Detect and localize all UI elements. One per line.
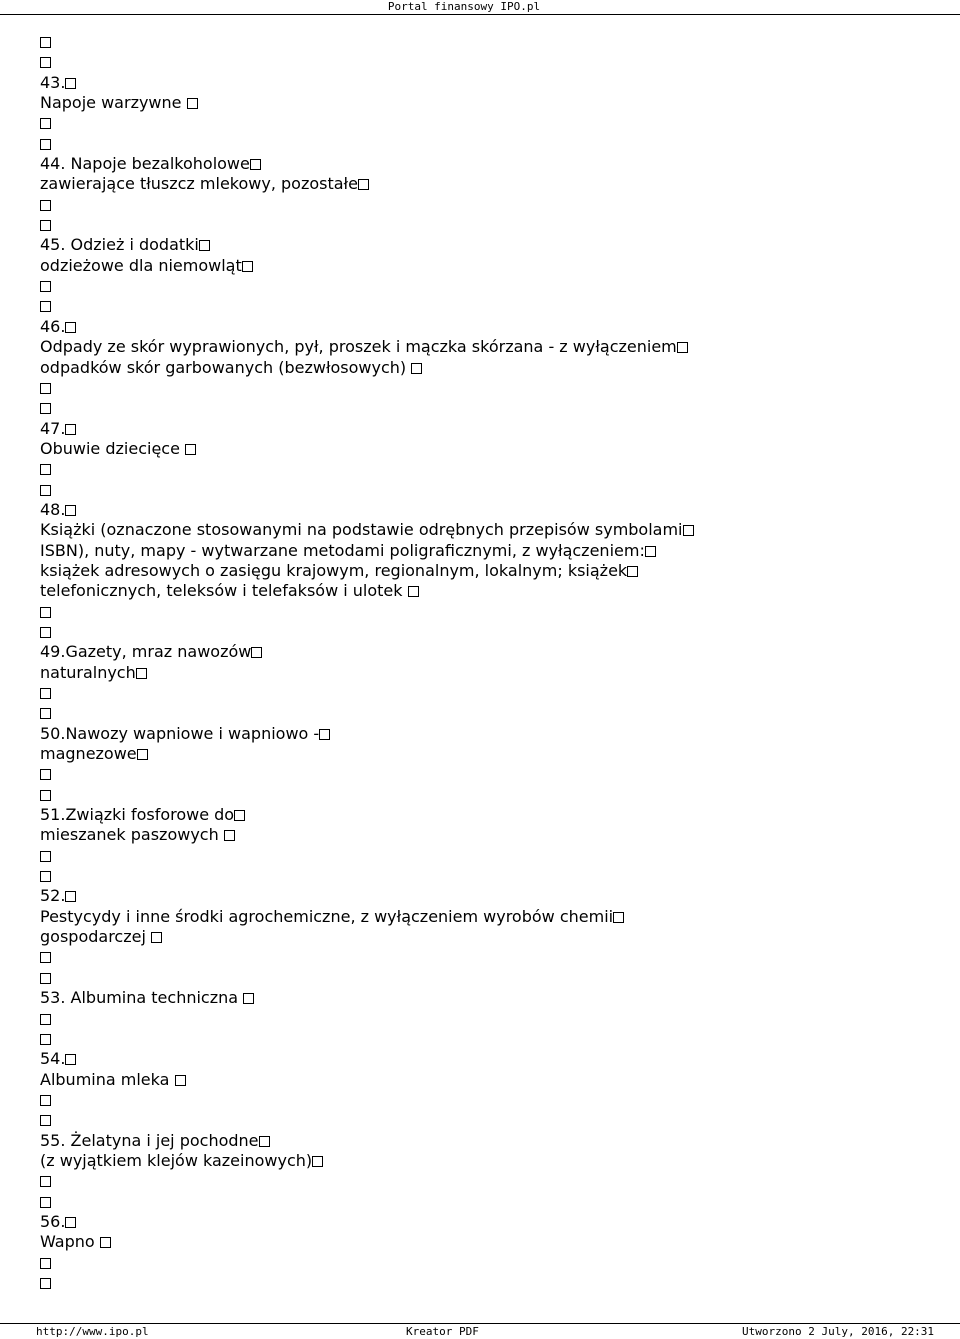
placeholder-box-icon <box>259 1136 270 1147</box>
document-line <box>40 541 940 561</box>
placeholder-box-icon <box>175 1075 186 1086</box>
placeholder-box-icon <box>40 627 51 638</box>
line-text: Napoje warzywne <box>40 93 187 113</box>
document-line <box>40 113 940 133</box>
line-text: książek adresowych o zasięgu krajowym, regionalnym, lokalnym; książek <box>40 560 628 580</box>
document-line <box>40 1009 940 1029</box>
line-text: 43. <box>40 72 66 92</box>
placeholder-box-icon <box>40 464 51 475</box>
header-title: Portal finansowy IPO.pl <box>387 0 541 13</box>
document-line <box>40 1029 940 1049</box>
document-line <box>40 73 940 93</box>
line-text: 52. <box>40 886 66 906</box>
document-line <box>40 622 940 642</box>
placeholder-box-icon <box>40 790 51 801</box>
document-line <box>40 927 940 947</box>
placeholder-box-icon <box>65 1217 76 1228</box>
document-line <box>40 480 940 500</box>
document-line <box>40 968 940 988</box>
footer-creator: Kreator PDF <box>406 1325 479 1338</box>
line-text: mieszanek paszowych <box>40 825 224 845</box>
document-line <box>40 1253 940 1273</box>
placeholder-box-icon <box>40 403 51 414</box>
placeholder-box-icon <box>40 118 51 129</box>
document-line <box>40 174 940 194</box>
footer-created: Utworzono 2 July, 2016, 22:31 <box>742 1325 935 1338</box>
line-text: gospodarczej <box>40 927 151 947</box>
document-line <box>40 1049 940 1069</box>
document-line <box>40 459 940 479</box>
placeholder-box-icon <box>40 1278 51 1289</box>
document-line <box>40 52 940 72</box>
placeholder-box-icon <box>243 993 254 1004</box>
placeholder-box-icon <box>250 159 261 170</box>
line-text: 45. Odzież i dodatki <box>40 235 199 255</box>
line-text: Obuwie dziecięce <box>40 438 186 458</box>
document-line <box>40 235 940 255</box>
document-line <box>40 907 940 927</box>
line-text: 48. <box>40 499 66 519</box>
line-text: odpadków skór garbowanych (bezwłosowych) <box>40 357 412 377</box>
placeholder-box-icon <box>185 444 196 455</box>
placeholder-box-icon <box>65 424 76 435</box>
placeholder-box-icon <box>137 749 148 760</box>
document-line <box>40 256 940 276</box>
placeholder-box-icon <box>40 485 51 496</box>
line-text: Albumina mleka <box>40 1069 175 1089</box>
document-line <box>40 988 940 1008</box>
document-line <box>40 744 940 764</box>
placeholder-box-icon <box>187 98 198 109</box>
placeholder-box-icon <box>40 952 51 963</box>
line-text: 54. <box>40 1049 66 1069</box>
line-text: 44. Napoje bezalkoholowe <box>40 154 250 174</box>
document-line <box>40 1070 940 1090</box>
placeholder-box-icon <box>151 932 162 943</box>
placeholder-box-icon <box>65 891 76 902</box>
line-text: 49.Gazety, mraz nawozów <box>40 642 252 662</box>
document-line <box>40 825 940 845</box>
placeholder-box-icon <box>40 281 51 292</box>
placeholder-box-icon <box>234 810 245 821</box>
placeholder-box-icon <box>683 525 694 536</box>
document-line <box>40 358 940 378</box>
document-line <box>40 337 940 357</box>
document-line <box>40 886 940 906</box>
placeholder-box-icon <box>199 240 210 251</box>
document-body <box>40 32 940 1293</box>
line-text: 50.Nawozy wapniowe i wapniowo - <box>40 723 320 743</box>
placeholder-box-icon <box>65 1054 76 1065</box>
document-line <box>40 520 940 540</box>
document-line <box>40 642 940 662</box>
line-text: Wapno <box>40 1232 100 1252</box>
placeholder-box-icon <box>136 668 147 679</box>
document-line <box>40 1232 940 1252</box>
document-line <box>40 703 940 723</box>
line-text: 53. Albumina techniczna <box>40 988 244 1008</box>
document-line <box>40 134 940 154</box>
placeholder-box-icon <box>40 708 51 719</box>
placeholder-box-icon <box>40 1014 51 1025</box>
line-text: (z wyjątkiem klejów kazeinowych) <box>40 1150 313 1170</box>
document-line <box>40 1171 940 1191</box>
placeholder-box-icon <box>40 607 51 618</box>
document-line <box>40 1212 940 1232</box>
placeholder-box-icon <box>319 729 330 740</box>
document-line <box>40 32 940 52</box>
placeholder-box-icon <box>40 383 51 394</box>
document-line <box>40 1131 940 1151</box>
placeholder-box-icon <box>224 830 235 841</box>
placeholder-box-icon <box>411 363 422 374</box>
document-line <box>40 296 940 316</box>
document-line <box>40 764 940 784</box>
document-line <box>40 581 940 601</box>
placeholder-box-icon <box>40 1095 51 1106</box>
footer-url[interactable]: http://www.ipo.pl <box>36 1325 149 1338</box>
placeholder-box-icon <box>40 871 51 882</box>
placeholder-box-icon <box>100 1237 111 1248</box>
document-line <box>40 561 940 581</box>
placeholder-box-icon <box>645 546 656 557</box>
line-text: 46. <box>40 316 66 336</box>
placeholder-box-icon <box>40 37 51 48</box>
document-line <box>40 439 940 459</box>
placeholder-box-icon <box>40 301 51 312</box>
placeholder-box-icon <box>40 1034 51 1045</box>
placeholder-box-icon <box>251 647 262 658</box>
placeholder-box-icon <box>40 1176 51 1187</box>
line-text: 55. Żelatyna i jej pochodne <box>40 1130 259 1150</box>
line-text: telefonicznych, teleksów i telefaksów i ulotek <box>40 581 408 601</box>
document-line <box>40 154 940 174</box>
placeholder-box-icon <box>312 1156 323 1167</box>
placeholder-box-icon <box>40 1115 51 1126</box>
placeholder-box-icon <box>40 1197 51 1208</box>
document-line <box>40 398 940 418</box>
placeholder-box-icon <box>40 200 51 211</box>
line-text: ISBN), nuty, mapy - wytwarzane metodami poligraficznymi, z wyłączeniem: <box>40 540 645 560</box>
line-text: magnezowe <box>40 744 137 764</box>
document-line <box>40 419 940 439</box>
placeholder-box-icon <box>613 912 624 923</box>
placeholder-box-icon <box>40 769 51 780</box>
document-line <box>40 500 940 520</box>
document-line <box>40 93 940 113</box>
document-line <box>40 378 940 398</box>
line-text: Książki (oznaczone stosowanymi na podstawie odrębnych przepisów symbolami <box>40 520 683 540</box>
line-text: zawierające tłuszcz mlekowy, pozostałe <box>40 174 358 194</box>
placeholder-box-icon <box>40 139 51 150</box>
placeholder-box-icon <box>65 322 76 333</box>
line-text: 51.Związki fosforowe do <box>40 805 235 825</box>
placeholder-box-icon <box>65 78 76 89</box>
placeholder-box-icon <box>40 57 51 68</box>
placeholder-box-icon <box>677 342 688 353</box>
document-line <box>40 947 940 967</box>
document-line <box>40 683 940 703</box>
document-line <box>40 215 940 235</box>
document-line <box>40 1151 940 1171</box>
document-line <box>40 276 940 296</box>
line-text: odzieżowe dla niemowląt <box>40 255 242 275</box>
document-line <box>40 805 940 825</box>
document-line <box>40 602 940 622</box>
placeholder-box-icon <box>40 851 51 862</box>
placeholder-box-icon <box>40 688 51 699</box>
document-line <box>40 785 940 805</box>
document-line <box>40 1192 940 1212</box>
line-text: Odpady ze skór wyprawionych, pył, proszek i mączka skórzana - z wyłączeniem <box>40 337 677 357</box>
document-line <box>40 317 940 337</box>
page-header <box>0 0 960 15</box>
line-text: Pestycydy i inne środki agrochemiczne, z wyłączeniem wyrobów chemii <box>40 906 614 926</box>
placeholder-box-icon <box>408 586 419 597</box>
placeholder-box-icon <box>40 220 51 231</box>
line-text: naturalnych <box>40 662 136 682</box>
placeholder-box-icon <box>358 179 369 190</box>
document-line <box>40 195 940 215</box>
placeholder-box-icon <box>65 505 76 516</box>
document-line <box>40 1090 940 1110</box>
placeholder-box-icon <box>40 1258 51 1269</box>
page-footer <box>0 1323 960 1339</box>
placeholder-box-icon <box>242 261 253 272</box>
line-text: 56. <box>40 1211 66 1231</box>
placeholder-box-icon <box>40 973 51 984</box>
document-line <box>40 663 940 683</box>
document-line <box>40 1273 940 1293</box>
document-line <box>40 866 940 886</box>
placeholder-box-icon <box>627 566 638 577</box>
line-text: 47. <box>40 418 66 438</box>
document-line <box>40 1110 940 1130</box>
document-line <box>40 724 940 744</box>
document-line <box>40 846 940 866</box>
